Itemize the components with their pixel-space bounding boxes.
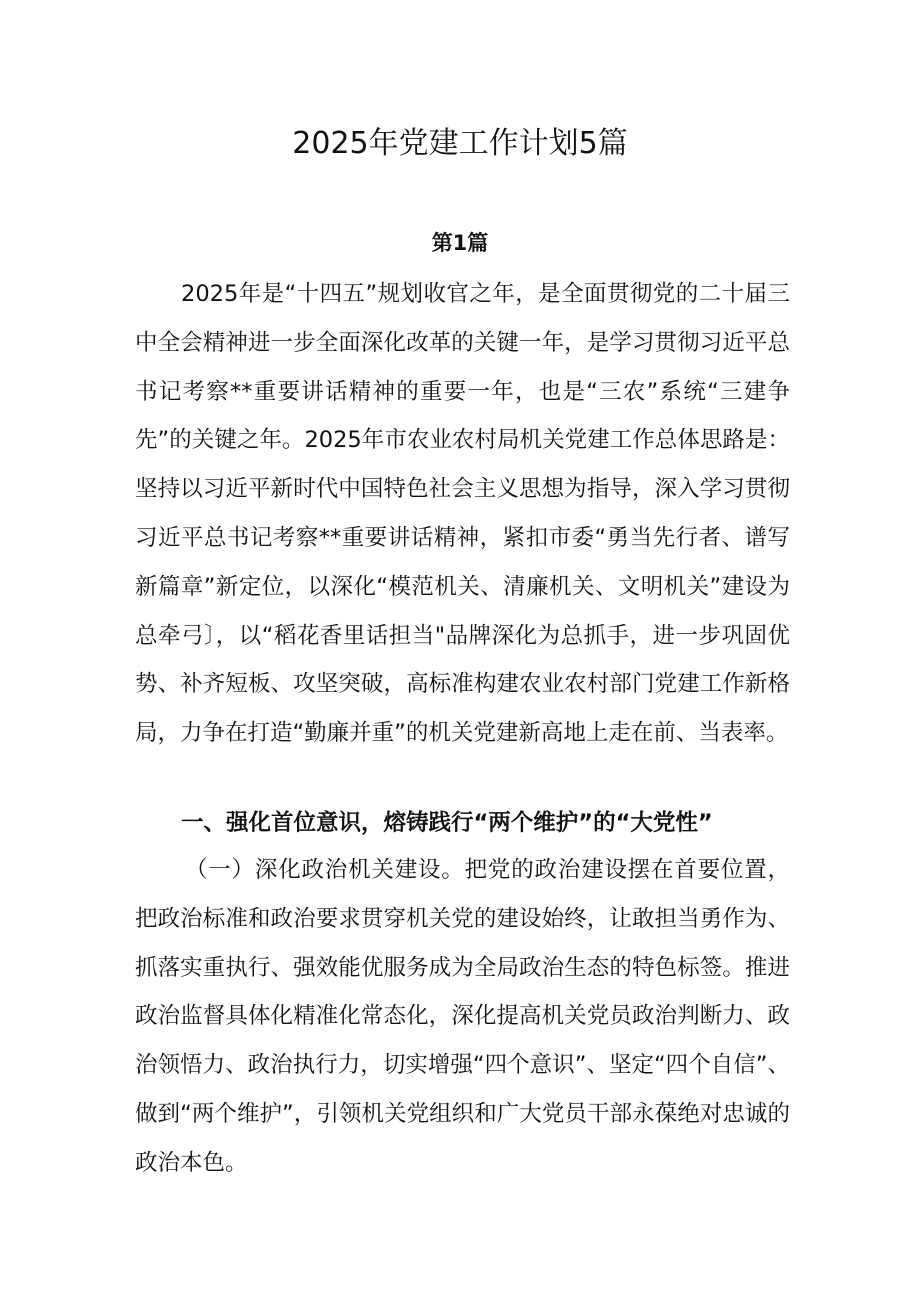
- paragraph-intro: 2025年是“十四五”规划收官之年，是全面贯彻党的二十届三中全会精神进一步全面深化改革的关键一年，是学习贯彻习近平总书记考察**重要讲话精神的重要一年，也是“三农”系统“三建争先”的关键之年。2025年市农业农村局机关党建工作总体思路是：坚持以习近平新时代中国特色社会主义思想为指导，深入学习贯彻习近平总书记考察**重要讲话精神，紧扣市委“勇当先行者、谱写新篇章”新定位，以深化“模范机关、清廉机关、文明机关”建设为总牵弓〕，以“稻花香里话担当"品牌深化为总抓手，进一步巩固优势、补齐短板、攻坚突破，高标准构建农业农村部门党建工作新格局，力争在打造“勤廉并重”的机关党建新高地上走在前、当表率。: [135, 281, 790, 747]
- document-title: 2025年党建工作计划5篇: [292, 126, 628, 161]
- paragraph-political-building: [135, 846, 790, 1188]
- paragraph-body: 把党的政治建设摆在首要位置，把政治标准和政治要求贯穿机关党的建设始终，让敢担当勇作为、抓落实重执行、强效能优服务成为全局政治生态的特色标签。推进政治监督具体化精准化常态化，深化提高机关党员政治判断力、政治领悟力、政治执行力，切实增强“四个意识”、坚定“四个自信”、做到“两个维护”，引领机关党组织和广大党员干部永葆绝对忠诚的政治本色。: [135, 857, 790, 1176]
- chapter-title: 第1篇: [431, 231, 489, 255]
- section-heading-1: 一、强化首位意识，熔铸践行“两个维护”的“大党性”: [181, 810, 713, 836]
- subsection-lead: （一）深化政治机关建设。: [185, 857, 465, 883]
